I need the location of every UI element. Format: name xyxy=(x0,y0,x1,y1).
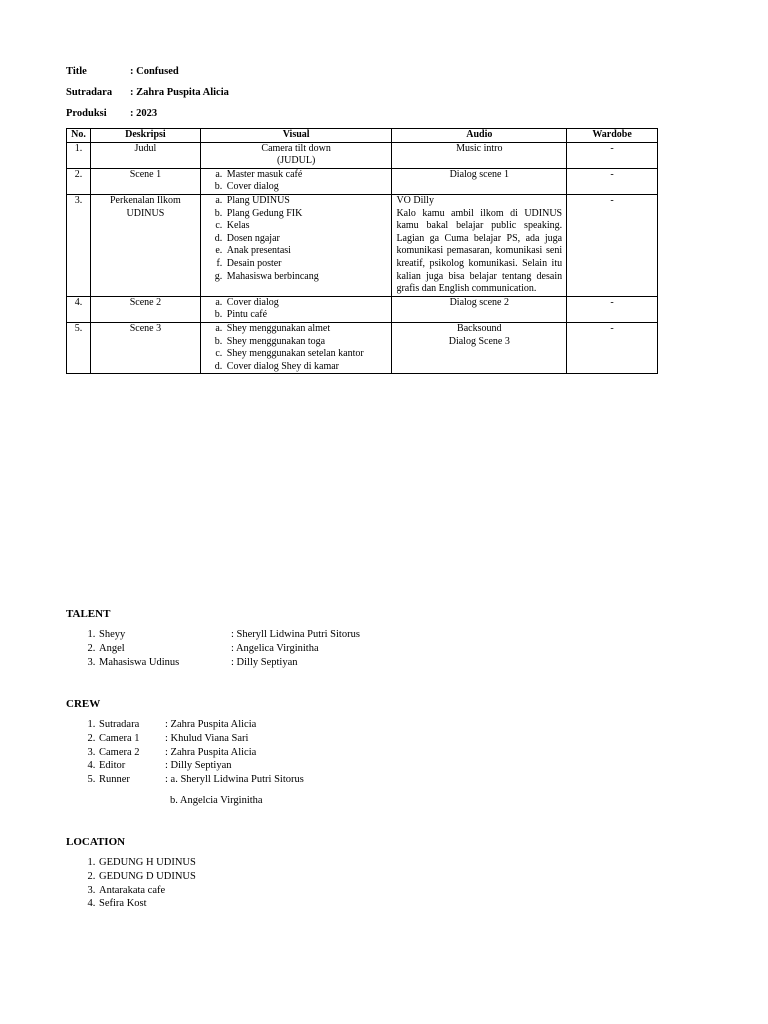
cell-description: Scene 1 xyxy=(90,168,200,194)
meta-title-value: : Confused xyxy=(130,66,179,77)
table-row xyxy=(67,322,658,373)
meta-director-value: : Zahra Puspita Alicia xyxy=(130,87,229,98)
header-visual: Visual xyxy=(200,129,392,143)
cell-no: 1. xyxy=(67,142,91,168)
list-item: e. Anak presentasi xyxy=(225,245,388,258)
cell-visual xyxy=(200,168,392,194)
meta-production-value: : 2023 xyxy=(130,108,158,119)
crew-name: : Dilly Septiyan xyxy=(165,760,232,772)
list-item: b. Pintu café xyxy=(225,309,388,322)
list-item: 4. Sefira Kost xyxy=(98,897,196,911)
audio-title: VO Dilly xyxy=(396,194,434,206)
cell-no: 3. xyxy=(67,194,91,296)
cell-wardrobe: - xyxy=(567,142,658,168)
crew-name: : Khulud Viana Sari xyxy=(165,732,249,744)
cell-wardrobe: - xyxy=(567,168,658,194)
visual-line: Camera tilt down xyxy=(261,142,331,154)
crew-name: : a. Sheryll Lidwina Putri Sitorus xyxy=(165,774,304,786)
meta-director-label: Sutradara xyxy=(66,87,113,98)
list-item: d. Cover dialog Shey di kamar xyxy=(225,361,388,374)
crew-role: Camera 2 xyxy=(99,746,140,758)
cell-no: 4. xyxy=(67,296,91,322)
description-line: UDINUS xyxy=(126,207,165,219)
crew-runner-extra: b. Angelcia Virginitha xyxy=(170,795,263,806)
script-table xyxy=(66,128,658,374)
location-heading: LOCATION xyxy=(66,836,126,848)
meta-title xyxy=(66,66,179,77)
list-item: f. Desain poster xyxy=(225,258,388,271)
table-header-row xyxy=(67,129,658,143)
description-line: Perkenalan Ilkom xyxy=(109,194,181,206)
list-item xyxy=(98,642,360,656)
cell-wardrobe: - xyxy=(567,322,658,373)
meta-director xyxy=(66,87,229,98)
list-item: b. Plang Gedung FIK xyxy=(225,208,388,221)
location-list xyxy=(66,856,196,911)
audio-line: Dialog Scene 3 xyxy=(448,335,510,347)
meta-production xyxy=(66,108,157,119)
talent-heading: TALENT xyxy=(66,608,111,620)
list-item: c. Shey menggunakan setelan kantor xyxy=(225,348,388,361)
talent-name: : Dilly Septiyan xyxy=(231,656,298,668)
table-row xyxy=(67,194,658,296)
visual-line: (JUDUL) xyxy=(276,155,316,167)
list-item xyxy=(98,628,360,642)
table-row xyxy=(67,168,658,194)
cell-audio xyxy=(392,322,567,373)
header-no: No. xyxy=(67,129,91,143)
cell-description: Scene 2 xyxy=(90,296,200,322)
list-item xyxy=(98,732,304,746)
header-description: Deskripsi xyxy=(90,129,200,143)
cell-audio: Dialog scene 2 xyxy=(392,296,567,322)
cell-visual xyxy=(200,296,392,322)
list-item: 1. GEDUNG H UDINUS xyxy=(98,856,196,870)
list-item: 2. GEDUNG D UDINUS xyxy=(98,870,196,884)
list-item: g. Mahasiswa berbincang xyxy=(225,271,388,284)
crew-role: Camera 1 xyxy=(99,732,140,744)
talent-name: : Angelica Virginitha xyxy=(231,642,319,654)
crew-list xyxy=(66,718,304,787)
crew-role: Editor xyxy=(99,760,126,772)
cell-description xyxy=(90,194,200,296)
crew-name: : Zahra Puspita Alicia xyxy=(165,719,257,730)
talent-role: Mahasiswa Udinus xyxy=(99,656,180,668)
talent-name: : Sheryll Lidwina Putri Sitorus xyxy=(231,629,360,640)
header-audio: Audio xyxy=(392,129,567,143)
cell-visual xyxy=(200,322,392,373)
crew-role: Sutradara xyxy=(99,719,140,730)
list-item: 3. Antarakata cafe xyxy=(98,884,196,898)
cell-visual xyxy=(200,194,392,296)
cell-no: 2. xyxy=(67,168,91,194)
list-item: b. Cover dialog xyxy=(225,181,388,194)
crew-name: : Zahra Puspita Alicia xyxy=(165,746,257,758)
cell-no: 5. xyxy=(67,322,91,373)
cell-audio xyxy=(392,194,567,296)
list-item: a. Master masuk café xyxy=(225,169,388,182)
table-row xyxy=(67,142,658,168)
list-item: a. Shey menggunakan almet xyxy=(225,323,388,336)
meta-title-label: Title xyxy=(66,66,87,77)
list-item: a. Cover dialog xyxy=(225,297,388,310)
talent-list xyxy=(66,628,360,669)
crew-role: Runner xyxy=(99,774,130,786)
crew-heading: CREW xyxy=(66,698,101,710)
list-item: c. Kelas xyxy=(225,220,388,233)
cell-wardrobe: - xyxy=(567,296,658,322)
list-item xyxy=(98,656,360,670)
audio-line: Backsound xyxy=(457,322,502,334)
cell-audio: Dialog scene 1 xyxy=(392,168,567,194)
list-item xyxy=(98,773,304,787)
list-item: a. Plang UDINUS xyxy=(225,195,388,208)
cell-description: Scene 3 xyxy=(90,322,200,373)
list-item xyxy=(98,746,304,760)
list-item: d. Dosen ngajar xyxy=(225,233,388,246)
cell-audio: Music intro xyxy=(392,142,567,168)
table-row xyxy=(67,296,658,322)
cell-wardrobe: - xyxy=(567,194,658,296)
cell-visual xyxy=(200,142,392,168)
list-item xyxy=(98,718,304,732)
cell-description: Judul xyxy=(90,142,200,168)
header-wardrobe: Wardobe xyxy=(567,129,658,143)
talent-role: Angel xyxy=(99,642,125,654)
audio-text: Kalo kamu ambil ilkom di UDINUS kamu bakal belajar public speaking. Lagian ga Cuma belajar PS, ada juga komunikasi pemasaran, komunikasi seni kreatif, psikolog komunikasi. Selain itu kalian juga bisa belajar tentang desain grafis dan English communication. xyxy=(396,207,563,295)
meta-production-label: Produksi xyxy=(66,108,107,119)
list-item xyxy=(98,759,304,773)
list-item: b. Shey menggunakan toga xyxy=(225,336,388,349)
talent-role: Sheyy xyxy=(99,629,126,640)
